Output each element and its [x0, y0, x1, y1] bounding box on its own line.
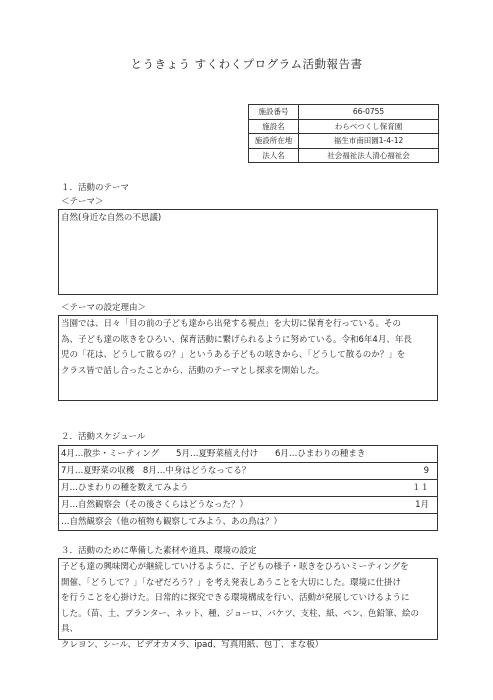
reason-box: 当園では、日々「目の前の子ども達から出発する視点」を大切に保育を行っている。その 為、子ども達の呟きをひろい、保育活動に繋げられるように努めている。令和6年4月、年長 児の「花は、どうして散るの？」というある子どもの呟きから、「どうして散るのか？」を クラス皆で話し合ったことから、活動のテーマとし探求を開始した。	[58, 315, 438, 401]
info-row	[249, 105, 439, 120]
schedule-text: 月…ひまわりの種を数えてみよう	[61, 483, 189, 493]
info-label: 施設名	[249, 119, 299, 134]
materials-box: 子ども達の興味関心が継続していけるように、子どもの様子・呟きをひろいミーティングを 開催、「どうして？」「なぜだろう？」を考え発表しあうことを大切にした。環境に仕掛け を行うことを心掛けた。日常的に探究できる環境構成を行い、活動が発展していけるように した。（苗、土、プランター、ネット、種、ジョーロ、バケツ、支柱、紙、ペン、色鉛筆、絵の具、 クレヨン、シール、ビデオカメラ、ipad、写真用紙、包丁、まな板）	[58, 558, 438, 640]
facility-info-table	[248, 104, 439, 163]
section-heading-theme: １．活動のテーマ	[61, 183, 130, 193]
schedule-box	[58, 445, 438, 531]
schedule-row	[59, 446, 437, 463]
schedule-row	[59, 514, 437, 530]
schedule-row	[59, 480, 437, 497]
schedule-row	[59, 463, 437, 480]
facility-address: 福生市南田園1-4-12	[299, 134, 439, 149]
corporation-name: 社会福祉法人清心福祉会	[299, 148, 439, 163]
reason-label: ＜テーマの設定理由＞	[61, 303, 147, 313]
page-title: とうきょう すくわくプログラム活動報告書	[130, 57, 363, 71]
theme-label: ＜テーマ＞	[61, 197, 104, 207]
section-heading-schedule: ２．活動スケジュール	[61, 432, 146, 442]
facility-number: 66-0755	[299, 105, 439, 120]
info-row	[249, 119, 439, 134]
schedule-text: …自然観察会（他の植物も観察してみよう、あの鳥は？）	[61, 517, 283, 527]
info-row	[249, 148, 439, 163]
info-row	[249, 134, 439, 149]
schedule-row	[59, 497, 437, 514]
info-label: 施設所在地	[249, 134, 299, 149]
schedule-continuation: 9	[423, 466, 429, 476]
schedule-text: 月…自然観察会（その後さくらはどうなった？）	[61, 500, 249, 510]
facility-name: わらべつくし保育園	[299, 119, 439, 134]
schedule-text: 4月…散歩・ミーティング 5月…夏野菜植え付け 6月…ひまわりの種まき	[61, 449, 366, 459]
schedule-text: 7月…夏野菜の収穫 8月…中身はどうなってる？	[61, 466, 251, 476]
section-heading-materials: ３．活動のために準備した素材や道具、環境の設定	[61, 546, 257, 556]
schedule-continuation: 1月	[415, 500, 429, 510]
info-label: 法人名	[249, 148, 299, 163]
info-label: 施設番号	[249, 105, 299, 120]
theme-box: 自然(身近な自然の不思議)	[58, 209, 438, 295]
schedule-continuation: １１	[411, 483, 429, 493]
